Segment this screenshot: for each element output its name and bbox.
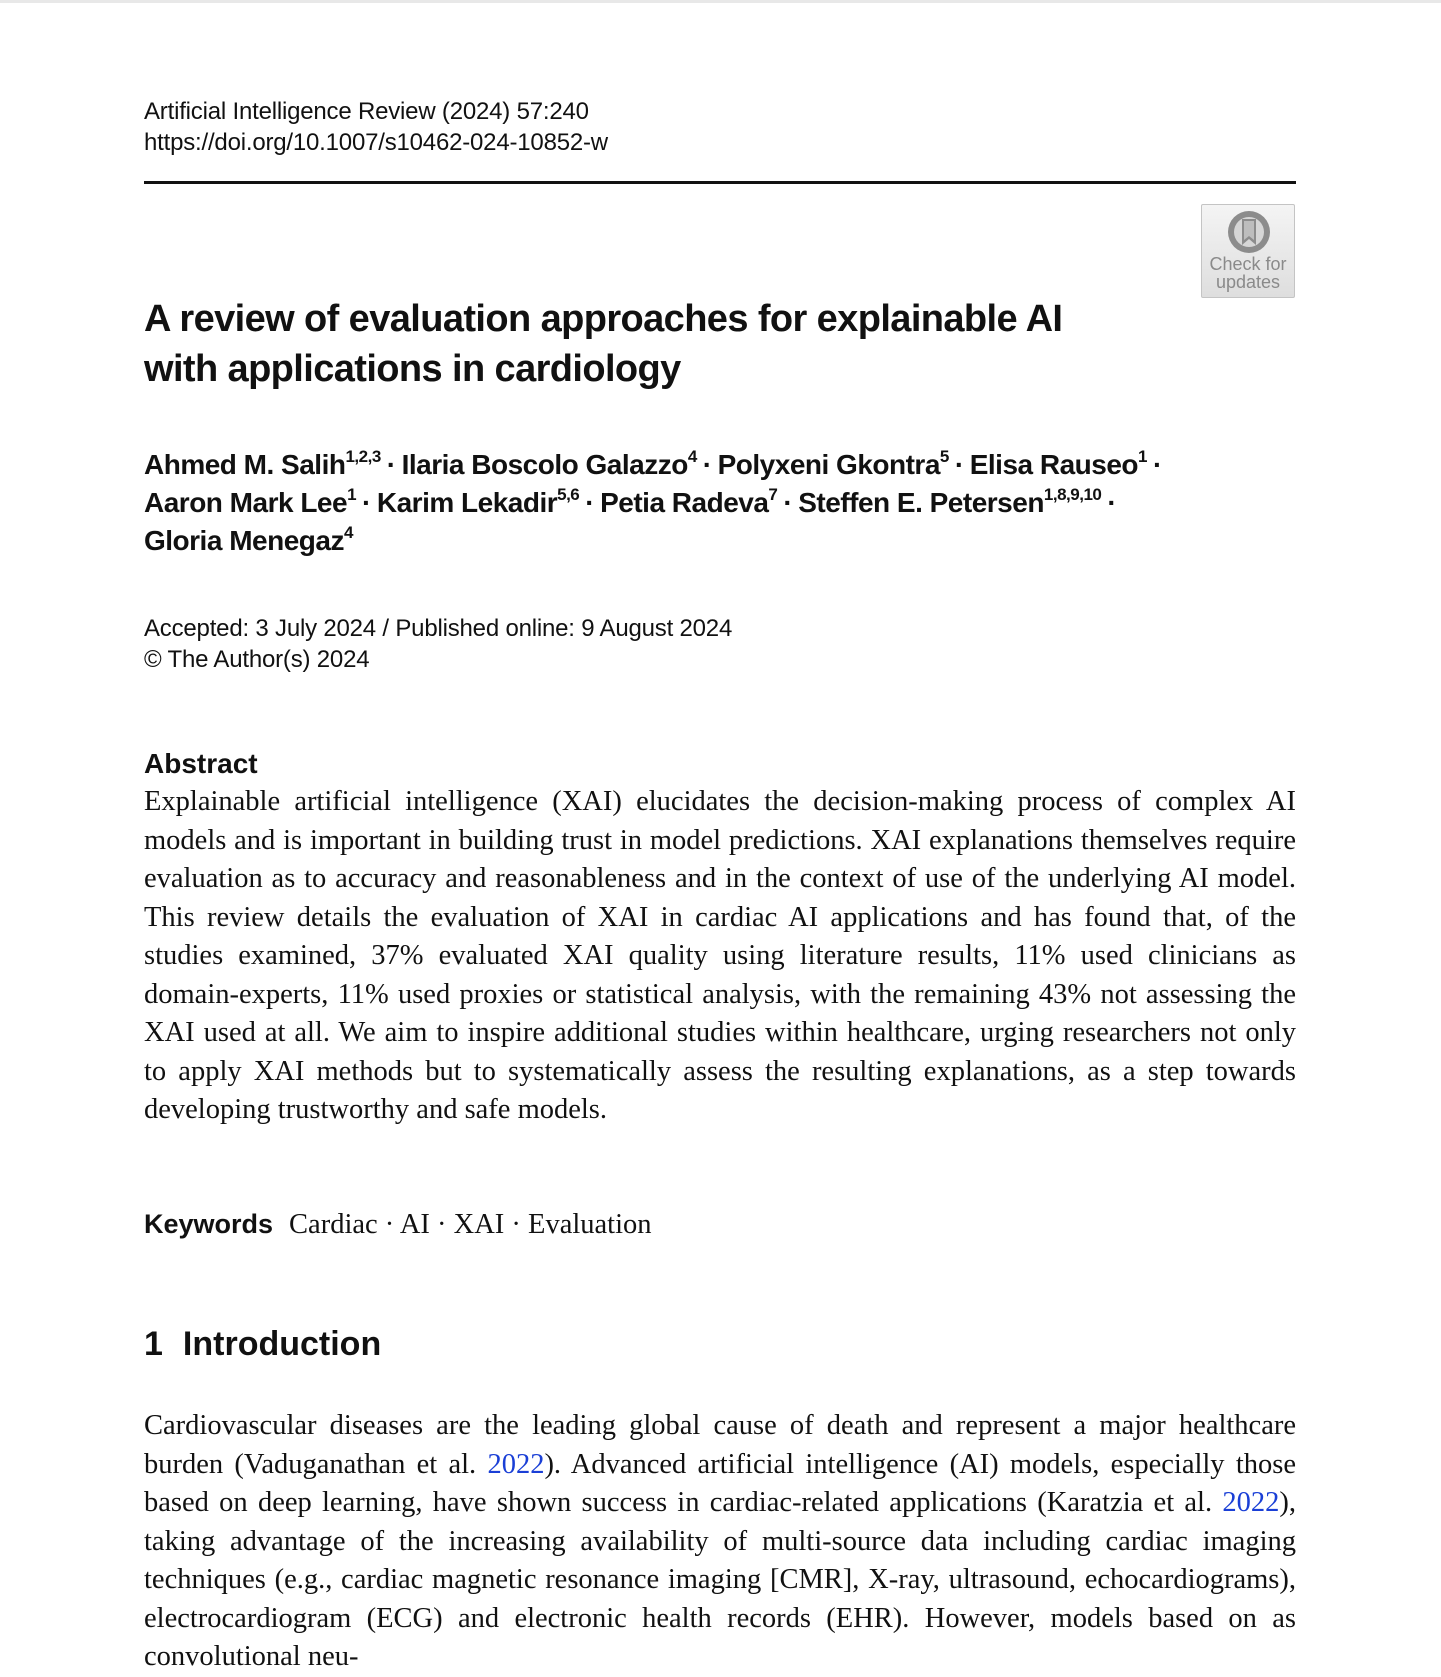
author-separator: · [386, 449, 396, 480]
badge-label [1202, 255, 1294, 291]
author-line-2 [144, 484, 1304, 522]
author-affiliation: 1 [347, 485, 357, 504]
paper-title [144, 294, 1124, 394]
keywords-label: Keywords [144, 1209, 274, 1239]
author-name: Aaron Mark Lee [144, 487, 348, 518]
abstract-heading: Abstract [144, 748, 258, 779]
citation-link[interactable]: 2022 [487, 1448, 545, 1480]
doi-link[interactable]: https://doi.org/10.1007/s10462-024-10852-w [144, 129, 608, 156]
author-separator: · [783, 487, 793, 518]
author-affiliation: 5,6 [557, 485, 580, 504]
author-separator: · [362, 487, 371, 518]
badge-line-1: Check for [1209, 254, 1287, 274]
author-name: Gloria Menegaz [144, 525, 344, 556]
header-rule [144, 181, 1296, 184]
author-name: Elisa Rauseo [969, 449, 1139, 480]
title-line-2: with applications in cardiology [144, 348, 681, 390]
check-for-updates-badge[interactable] [1201, 204, 1295, 298]
author-separator: · [1152, 449, 1162, 480]
author-name: Ahmed M. Salih [144, 449, 346, 480]
author-name: Karim Lekadir [376, 487, 558, 518]
section-heading [144, 1322, 381, 1366]
citation-link[interactable]: 2022 [1222, 1487, 1280, 1518]
author-name: Ilaria Boscolo Galazzo [401, 449, 688, 480]
introduction-paragraph [144, 1407, 1296, 1677]
author-name: Steffen E. Petersen [798, 487, 1044, 518]
copyright-line: © The Author(s) 2024 [144, 646, 370, 673]
author-separator: · [954, 449, 964, 480]
author-name: Polyxeni Gkontra [717, 449, 940, 480]
author-line-1 [144, 446, 1304, 484]
title-line-1: A review of evaluation approaches for explainable AI [144, 298, 1063, 340]
journal-header [144, 96, 1296, 158]
author-affiliation: 5 [939, 447, 949, 466]
author-separator: · [585, 487, 595, 518]
section-title: Introduction [182, 1325, 382, 1363]
intro-text-3: ), taking advantage of the increasing availability of multi-source data including cardiac imaging techniques (e.g., cardiac magnetic resonance imaging [CMR], X-ray, ultrasound, echocardiograms), electrocardiogram (ECG) and electronic health records (EHR). However, models based on as convolutional neu- [144, 1487, 1296, 1672]
author-affiliation: 4 [687, 447, 697, 466]
author-affiliation: 7 [768, 485, 778, 504]
publication-dates [144, 613, 1296, 675]
section-number: 1 [144, 1325, 163, 1363]
author-line-3 [144, 522, 1304, 560]
author-list [144, 446, 1304, 560]
bookmark-circle-icon [1226, 209, 1272, 255]
keywords-list: Cardiac · AI · XAI · Evaluation [289, 1209, 652, 1240]
journal-citation: Artificial Intelligence Review (2024) 57:240 [144, 98, 589, 125]
author-affiliation: 1,8,9,10 [1043, 485, 1102, 504]
author-affiliation: 1,2,3 [345, 447, 381, 466]
accepted-published-line: Accepted: 3 July 2024 / Published online: 9 August 2024 [144, 615, 733, 642]
intro-text-2: ). Advanced artificial intelligence (AI) models, especially those based on deep learning, have shown success in cardiac-related applications (Karatzia et al. [144, 1448, 1296, 1518]
author-affiliation: 1 [1138, 447, 1147, 466]
keywords-line [144, 1205, 1296, 1244]
author-name: Petia Radeva [600, 487, 769, 518]
author-separator: · [702, 449, 712, 480]
author-separator: · [1107, 487, 1117, 518]
intro-text-1: Cardiovascular diseases are the leading global cause of death and represent a major healthcare burden (Vaduganathan et al. [144, 1410, 1296, 1480]
page-top-edge [0, 0, 1441, 3]
badge-line-2: updates [1215, 272, 1281, 292]
author-affiliation: 4 [343, 523, 353, 542]
abstract-text: Explainable artificial intelligence (XAI) elucidates the decision-making process of complex AI models and is important in building trust in model predictions. XAI explanations themselves require evaluation as to accuracy and reasonableness and in the context of use of the underlying AI model. This review details the evaluation of XAI in cardiac AI applications and has found that, of the studies examined, 37% evaluated XAI quality using literature results, 11% used clinicians as domain-experts, 11% used proxies or statistical analysis, with the remaining 43% not assessing the XAI used at all. We aim to inspire additional studies within healthcare, urging researchers not only to apply XAI methods but to systematically assess the resulting explanations, as a step towards developing trustworthy and safe models. [144, 786, 1296, 1125]
